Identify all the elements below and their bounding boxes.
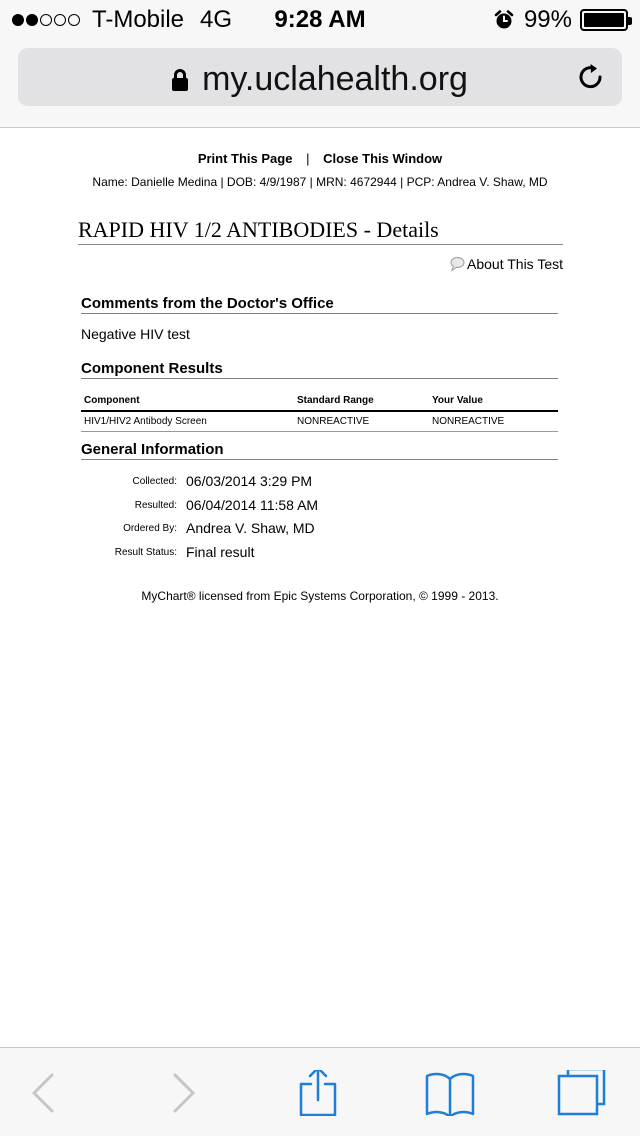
page-content xyxy=(0,129,640,1047)
close-window-link[interactable]: Close This Window xyxy=(323,151,443,166)
url-text: my.uclahealth.org xyxy=(202,60,468,98)
info-value: Final result xyxy=(186,543,255,560)
page-title: RAPID HIV 1/2 ANTIBODIES - Details xyxy=(78,217,563,245)
bookmarks-button[interactable] xyxy=(424,1070,476,1116)
info-value: Andrea V. Shaw, MD xyxy=(186,520,315,536)
battery-icon xyxy=(580,9,628,31)
patient-info: Name: Danielle Medina | DOB: 4/9/1987 | MRN: 4672944 | PCP: Andrea V. Shaw, MD xyxy=(92,175,548,189)
info-row-ordered-by xyxy=(81,520,558,544)
page-actions xyxy=(0,151,640,166)
battery-percent: 99% xyxy=(523,6,572,33)
info-label: Collected: xyxy=(132,476,177,487)
address-bar[interactable] xyxy=(18,48,622,106)
column-header-component: Component xyxy=(81,391,294,411)
browser-toolbar xyxy=(0,1047,640,1136)
about-this-test-label: About This Test xyxy=(467,256,563,272)
info-row-resulted xyxy=(81,497,558,521)
chevron-right-icon xyxy=(175,1075,193,1111)
print-page-link[interactable]: Print This Page xyxy=(197,151,293,166)
browser-nav-bar xyxy=(0,40,640,128)
license-footer: MyChart® licensed from Epic Systems Corporation, © 1999 - 2013. xyxy=(141,589,499,603)
info-label: Ordered By: xyxy=(123,523,177,534)
table-row xyxy=(81,411,558,431)
component-results-table xyxy=(81,391,558,432)
column-header-your-value: Your Value xyxy=(429,391,558,411)
lock-icon xyxy=(172,69,188,91)
book-icon xyxy=(427,1074,473,1116)
forward-button[interactable] xyxy=(157,1070,209,1116)
speech-bubble-icon xyxy=(449,256,465,272)
back-button[interactable] xyxy=(24,1070,76,1116)
info-value: 06/03/2014 3:29 PM xyxy=(186,473,313,489)
info-row-collected xyxy=(81,473,558,497)
status-bar xyxy=(0,0,640,40)
info-label: Result Status: xyxy=(114,546,177,558)
component-name: HIV1/HIV2 Antibody Screen xyxy=(81,411,294,431)
share-button[interactable] xyxy=(292,1070,344,1116)
reload-icon[interactable] xyxy=(576,62,606,92)
tabs-icon xyxy=(559,1070,604,1114)
general-information xyxy=(81,473,558,567)
comments-header: Comments from the Doctor's Office xyxy=(81,295,558,314)
tabs-button[interactable] xyxy=(554,1070,606,1116)
status-right xyxy=(494,6,628,34)
column-header-standard-range: Standard Range xyxy=(294,391,429,411)
info-label: Resulted: xyxy=(134,499,177,511)
about-this-test-link[interactable] xyxy=(449,256,563,272)
network-type: 4G xyxy=(200,6,233,33)
doctor-comment: Negative HIV test xyxy=(81,326,190,342)
table-header-row xyxy=(81,391,558,411)
carrier-name: T-Mobile xyxy=(92,6,185,33)
info-row-result-status xyxy=(81,544,558,568)
info-value: 06/04/2014 11:58 AM xyxy=(186,496,319,513)
component-results-header: Component Results xyxy=(81,360,558,379)
share-icon xyxy=(301,1070,335,1115)
alarm-icon xyxy=(494,10,514,30)
your-value: NONREACTIVE xyxy=(429,411,558,431)
chevron-left-icon xyxy=(34,1075,52,1111)
general-information-header: General Information xyxy=(81,441,558,460)
standard-range: NONREACTIVE xyxy=(294,411,429,431)
action-separator: | xyxy=(306,151,310,166)
status-time: 9:28 AM xyxy=(274,6,366,33)
